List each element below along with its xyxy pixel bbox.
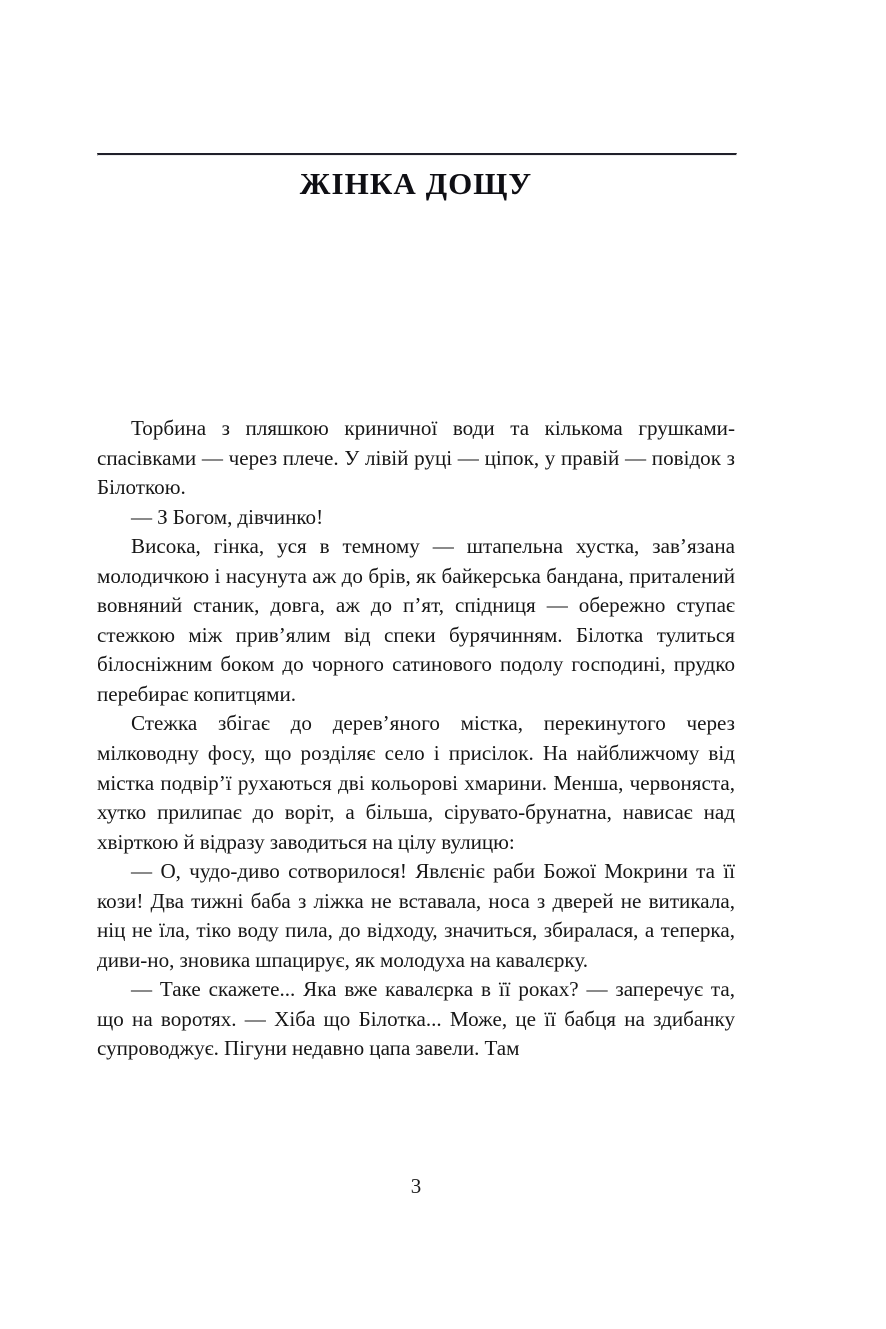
paragraph: — З Богом, дівчинко! <box>131 504 324 529</box>
paragraph: Торбина з пляшкою криничної води та кількома грушками-спасівками — через плече. У лівій руці — ціпок, у правій — повідок з Білоткою. <box>97 416 735 500</box>
paragraph: Висока, гінка, уся в темному — штапельна хустка, зав’язана молодичкою і насунута аж до брів, як байкерська бандана, приталений вовняний станик, довга, аж до п’ят, спідниця — обережно ступає стежкою між прив’ялим від спеки бурячинням. Білотка тулиться білосніжним боком до чорного сатинового подолу господині, прудко перебирає копитцями. <box>97 534 735 706</box>
content-column <box>97 0 735 1329</box>
paragraph: Стежка збігає до дерев’яного містка, перекинутого через мілководну фосу, що розділяє село і присілок. На найближчому від містка подвір’ї рухаються дві кольорові хмарини. Менша, червоняста, хутко прилипає до воріт, а більша, сірувато-брунатна, нависає над хвірткою й відразу заводиться на цілу вулицю: <box>97 711 735 854</box>
paragraph: — О, чудо-диво сотворилося! Явлєніє раби Божої Мокрини та її кози! Два тижні баба з ліжка не вставала, носа з дверей не витикала, ніц не їла, тіко воду пила, до відходу, значиться, збиралася, а теперка, диви-но, зновика шпацирує, як молодуха на кавалєрку. <box>97 859 735 972</box>
chapter-rule <box>97 153 737 156</box>
chapter-title: ЖІНКА ДОЩУ <box>299 166 533 201</box>
body-text <box>97 414 735 1064</box>
page-number: 3 <box>410 1174 422 1198</box>
paragraph: — Таке скажете... Яка вже кавалєрка в її роках? — заперечує та, що на воротях. — Хіба що Білотка... Може, це її бабця на здибанку супроводжує. Пігуни недавно цапа завели. Там <box>97 977 735 1061</box>
